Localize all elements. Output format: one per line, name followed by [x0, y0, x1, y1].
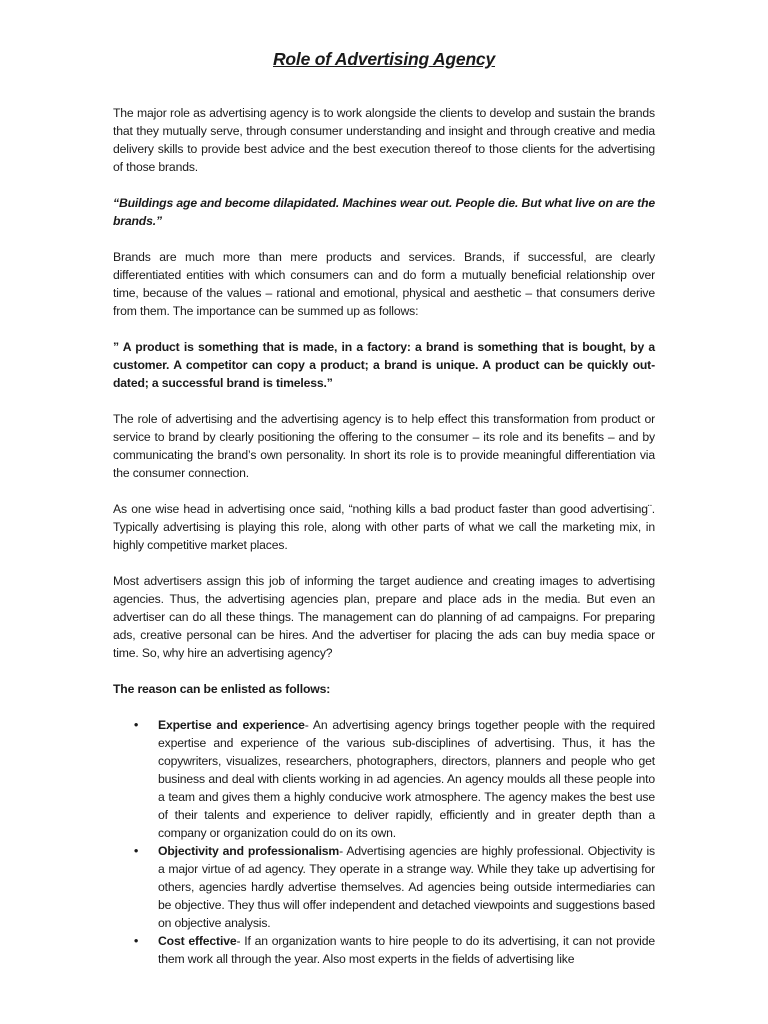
- reason-term: Cost effective: [158, 934, 237, 948]
- document-title: Role of Advertising Agency: [272, 49, 495, 69]
- intro-paragraph: The major role as advertising agency is to work alongside the clients to develop and sustain the brands that they mutually serve, through consumer understanding and insight and through creative and media delivery skills to provide best advice and the best execution thereof to those clients for the advertising of those brands.: [113, 106, 655, 174]
- product-brand-quote: ” A product is something that is made, in a factory: a brand is something that is bought, by a customer. A competitor can copy a product; a brand is unique. A product can be quickly out-dated; a successful brand is timeless.”: [113, 340, 655, 390]
- bullet-icon: •: [134, 934, 139, 948]
- reasons-heading: The reason can be enlisted as follows:: [113, 682, 331, 696]
- reason-term: Expertise and experience: [158, 718, 305, 732]
- reasons-list: [113, 716, 655, 968]
- list-item: [134, 716, 656, 842]
- reason-text: - Advertising agencies are highly professional. Objectivity is a major virtue of ad agency. They operate in a strange way. While they take up advertising for others, agencies hardly advertise themselves. Ad agencies being outside intermediaries can be objective. They thus will offer independent and detached viewpoints and suggestions based on objective analysis.: [158, 844, 655, 930]
- brands-quote: “Buildings age and become dilapidated. Machines wear out. People die. But what live on are the brands.”: [113, 196, 655, 228]
- list-item: [134, 842, 655, 932]
- reason-text: - An advertising agency brings together people with the required expertise and experience of the various sub-disciplines of advertising. Thus, it has the copywriters, visualizes, researchers, photographers, directors, planners and people who get business and deal with clients working in ad agencies. An agency moulds all these people into a team and gives them a highly conducive work atmosphere. The agency makes the best use of their talents and experience to deliver rapidly, efficiently and in greater depth than a company or organization could do on its own.: [158, 718, 656, 840]
- role-paragraph: The role of advertising and the advertising agency is to help effect this transformation from product or service to brand by clearly positioning the offering to the consumer – its role and its benefits – and by communicating the brand’s own personality. In short its role is to provide meaningful differentiation via the consumer connection.: [113, 412, 655, 480]
- brands-paragraph: Brands are much more than mere products and services. Brands, if successful, are clearly differentiated entities with which consumers can and do form a mutually beneficial relationship over time, because of the values – rational and emotional, physical and aesthetic – that consumers derive from them. The importance can be summed up as follows:: [113, 250, 655, 318]
- reason-text: - If an organization wants to hire people to do its advertising, it can not provide them work all through the year. Also most experts in the fields of advertising like: [158, 934, 655, 966]
- advertisers-paragraph: Most advertisers assign this job of informing the target audience and creating images to advertising agencies. Thus, the advertising agencies plan, prepare and place ads in the media. But even an advertiser can do all these things. The management can do planning of ad campaigns. For preparing ads, creative personal can be hires. And the advertiser for placing the ads can buy media space or time. So, why hire an advertising agency?: [113, 574, 655, 660]
- bullet-icon: •: [134, 718, 139, 732]
- list-item: [134, 932, 655, 968]
- wise-head-paragraph: As one wise head in advertising once said, “nothing kills a bad product faster than good advertising¨. Typically advertising is playing this role, along with other parts of what we call the marketing mix, in highly competitive market places.: [113, 502, 655, 552]
- reason-term: Objectivity and professionalism: [158, 844, 340, 858]
- document-page: [113, 46, 655, 968]
- bullet-icon: •: [134, 844, 139, 858]
